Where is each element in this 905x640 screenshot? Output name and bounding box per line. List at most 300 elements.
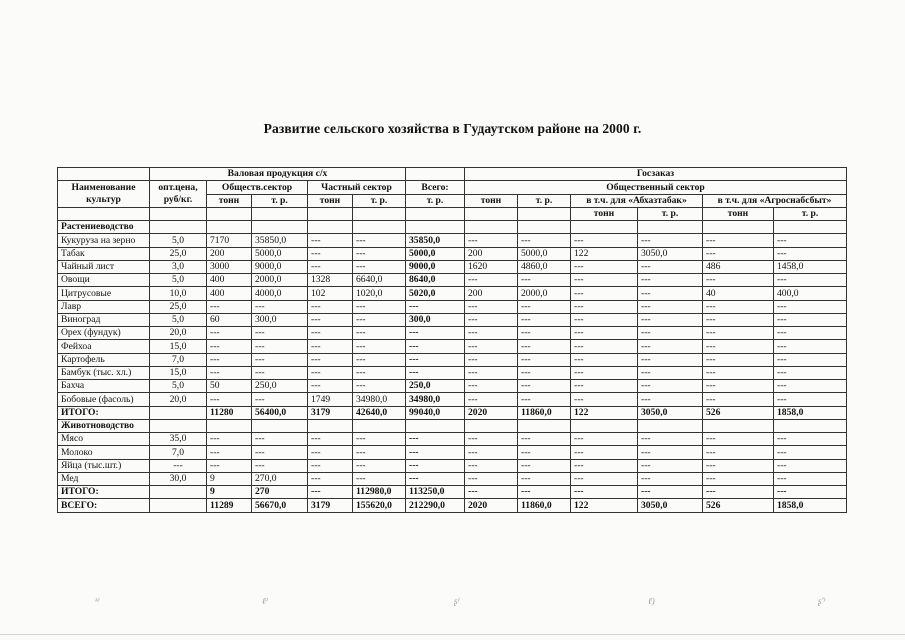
table-row bbox=[58, 393, 847, 406]
value-cell: 400 bbox=[207, 287, 252, 300]
value-cell: --- bbox=[571, 459, 638, 472]
value-cell: --- bbox=[465, 486, 518, 499]
value-cell: --- bbox=[308, 313, 353, 326]
value-cell: --- bbox=[465, 313, 518, 326]
header-tonn: тонн bbox=[207, 194, 252, 207]
table-row bbox=[58, 340, 847, 353]
value-cell: --- bbox=[703, 472, 774, 485]
value-cell: --- bbox=[571, 393, 638, 406]
value-cell: --- bbox=[638, 433, 703, 446]
value-cell: 5000,0 bbox=[252, 247, 308, 260]
value-cell: 1020,0 bbox=[353, 287, 406, 300]
section-label: Животноводство bbox=[58, 419, 150, 432]
value-cell: --- bbox=[207, 433, 252, 446]
header-tr: т. р. bbox=[774, 207, 847, 220]
value-cell: 11860,0 bbox=[518, 406, 571, 419]
crop-name: Яйца (тыс.шт.) bbox=[58, 459, 150, 472]
value-cell: --- bbox=[308, 459, 353, 472]
value-cell: --- bbox=[571, 433, 638, 446]
value-cell: --- bbox=[406, 366, 465, 379]
value-cell: 5,0 bbox=[150, 380, 207, 393]
header-tr: т. р. bbox=[406, 194, 465, 207]
section-row bbox=[58, 221, 847, 234]
value-cell: --- bbox=[252, 300, 308, 313]
value-cell: --- bbox=[252, 366, 308, 379]
value-cell: --- bbox=[571, 353, 638, 366]
value-cell: --- bbox=[518, 393, 571, 406]
value-cell: 40 bbox=[703, 287, 774, 300]
crop-name: Лавр bbox=[58, 300, 150, 313]
value-cell: 20,0 bbox=[150, 393, 207, 406]
empty-cell bbox=[571, 221, 638, 234]
value-cell: --- bbox=[518, 353, 571, 366]
value-cell: --- bbox=[703, 300, 774, 313]
value-cell: --- bbox=[308, 446, 353, 459]
value-cell: 20,0 bbox=[150, 327, 207, 340]
value-cell: --- bbox=[774, 459, 847, 472]
value-cell: 30,0 bbox=[150, 472, 207, 485]
value-cell: --- bbox=[207, 459, 252, 472]
value-cell: --- bbox=[252, 353, 308, 366]
page-mark: ℓ⁾ bbox=[262, 596, 268, 606]
header-obsh-sector: Общественный сектор bbox=[465, 181, 847, 194]
value-cell: --- bbox=[207, 366, 252, 379]
page-mark: ℓ) bbox=[648, 596, 655, 606]
value-cell: --- bbox=[207, 300, 252, 313]
value-cell: 250,0 bbox=[252, 380, 308, 393]
value-cell: 250,0 bbox=[406, 380, 465, 393]
value-cell: 34980,0 bbox=[406, 393, 465, 406]
value-cell: --- bbox=[308, 260, 353, 273]
value-cell: 2020 bbox=[465, 406, 518, 419]
value-cell: 50 bbox=[207, 380, 252, 393]
table-row bbox=[58, 234, 847, 247]
header-tr: т. р. bbox=[353, 194, 406, 207]
empty-cell bbox=[571, 419, 638, 432]
crop-name: ИТОГО: bbox=[58, 406, 150, 419]
value-cell: --- bbox=[638, 274, 703, 287]
value-cell: 5,0 bbox=[150, 234, 207, 247]
value-cell: --- bbox=[703, 446, 774, 459]
value-cell: --- bbox=[465, 274, 518, 287]
value-cell: 300,0 bbox=[252, 313, 308, 326]
total-row bbox=[58, 486, 847, 499]
value-cell: --- bbox=[638, 234, 703, 247]
value-cell: --- bbox=[308, 380, 353, 393]
empty-cell bbox=[465, 221, 518, 234]
value-cell: --- bbox=[571, 327, 638, 340]
value-cell: --- bbox=[308, 327, 353, 340]
table-row bbox=[58, 274, 847, 287]
empty-cell bbox=[252, 221, 308, 234]
value-cell: 4860,0 bbox=[518, 260, 571, 273]
value-cell: --- bbox=[353, 366, 406, 379]
table-row bbox=[58, 287, 847, 300]
header-row-4 bbox=[58, 207, 847, 220]
value-cell: 122 bbox=[571, 499, 638, 512]
value-cell: 3050,0 bbox=[638, 499, 703, 512]
value-cell: 35,0 bbox=[150, 433, 207, 446]
value-cell: --- bbox=[353, 247, 406, 260]
value-cell: --- bbox=[406, 340, 465, 353]
value-cell: --- bbox=[638, 353, 703, 366]
value-cell: 56400,0 bbox=[252, 406, 308, 419]
value-cell: --- bbox=[703, 366, 774, 379]
value-cell: --- bbox=[353, 327, 406, 340]
empty-cell bbox=[150, 221, 207, 234]
value-cell: 3179 bbox=[308, 406, 353, 419]
value-cell: 122 bbox=[571, 406, 638, 419]
value-cell: --- bbox=[207, 393, 252, 406]
value-cell: --- bbox=[518, 340, 571, 353]
value-cell: 270,0 bbox=[252, 472, 308, 485]
page-mark: ᵏ⁾ bbox=[95, 596, 100, 606]
total-row bbox=[58, 406, 847, 419]
header-abkhaz: в т.ч. для «Абхазтабак» bbox=[571, 194, 703, 207]
value-cell: --- bbox=[703, 313, 774, 326]
value-cell: --- bbox=[252, 459, 308, 472]
empty-cell bbox=[518, 221, 571, 234]
header-obsh: Обществ.сектор bbox=[207, 181, 308, 194]
value-cell: 25,0 bbox=[150, 300, 207, 313]
header-goszakaz: Госзаказ bbox=[465, 168, 847, 181]
value-cell: --- bbox=[207, 353, 252, 366]
value-cell: --- bbox=[465, 327, 518, 340]
value-cell: --- bbox=[638, 366, 703, 379]
table-row bbox=[58, 353, 847, 366]
crop-name: Мясо bbox=[58, 433, 150, 446]
value-cell: 200 bbox=[465, 287, 518, 300]
value-cell: 99040,0 bbox=[406, 406, 465, 419]
value-cell: --- bbox=[571, 366, 638, 379]
value-cell: --- bbox=[518, 366, 571, 379]
value-cell: --- bbox=[406, 446, 465, 459]
value-cell: 212290,0 bbox=[406, 499, 465, 512]
header-empty bbox=[353, 207, 406, 220]
value-cell: 7170 bbox=[207, 234, 252, 247]
value-cell: --- bbox=[571, 446, 638, 459]
value-cell: 270 bbox=[252, 486, 308, 499]
value-cell: 15,0 bbox=[150, 366, 207, 379]
table-row bbox=[58, 313, 847, 326]
header-tr: т. р. bbox=[518, 194, 571, 207]
empty-cell bbox=[308, 221, 353, 234]
value-cell: --- bbox=[207, 327, 252, 340]
value-cell: --- bbox=[571, 313, 638, 326]
value-cell: --- bbox=[465, 433, 518, 446]
header-vsego: Всего: bbox=[406, 181, 465, 194]
header-empty bbox=[252, 207, 308, 220]
value-cell: 1749 bbox=[308, 393, 353, 406]
empty-cell bbox=[406, 221, 465, 234]
value-cell: --- bbox=[774, 486, 847, 499]
empty-cell bbox=[207, 419, 252, 432]
header-tonn: тонн bbox=[308, 194, 353, 207]
crop-name: Бахча bbox=[58, 380, 150, 393]
value-cell: 5,0 bbox=[150, 313, 207, 326]
value-cell: --- bbox=[308, 247, 353, 260]
value-cell: 42640,0 bbox=[353, 406, 406, 419]
value-cell: --- bbox=[774, 340, 847, 353]
header-agro: в т.ч. для «Агроснабсбыт» bbox=[703, 194, 847, 207]
value-cell: --- bbox=[638, 313, 703, 326]
value-cell: --- bbox=[518, 446, 571, 459]
value-cell: --- bbox=[703, 234, 774, 247]
value-cell: --- bbox=[150, 459, 207, 472]
value-cell: --- bbox=[638, 472, 703, 485]
empty-cell bbox=[353, 419, 406, 432]
value-cell: --- bbox=[518, 433, 571, 446]
value-cell: --- bbox=[465, 340, 518, 353]
table-row bbox=[58, 300, 847, 313]
grand-total-row bbox=[58, 499, 847, 512]
value-cell: 300,0 bbox=[406, 313, 465, 326]
value-cell: 400,0 bbox=[774, 287, 847, 300]
value-cell: 34980,0 bbox=[353, 393, 406, 406]
value-cell: --- bbox=[465, 353, 518, 366]
value-cell: --- bbox=[406, 300, 465, 313]
value-cell: --- bbox=[406, 327, 465, 340]
value-cell: --- bbox=[207, 446, 252, 459]
value-cell: 112980,0 bbox=[353, 486, 406, 499]
value-cell: --- bbox=[252, 393, 308, 406]
value-cell: --- bbox=[308, 234, 353, 247]
value-cell: --- bbox=[465, 234, 518, 247]
value-cell: --- bbox=[207, 340, 252, 353]
crop-name: Мед bbox=[58, 472, 150, 485]
value-cell: --- bbox=[774, 380, 847, 393]
value-cell: --- bbox=[353, 446, 406, 459]
empty-cell bbox=[465, 419, 518, 432]
value-cell: --- bbox=[353, 313, 406, 326]
value-cell: --- bbox=[252, 446, 308, 459]
value-cell: --- bbox=[571, 300, 638, 313]
value-cell: --- bbox=[465, 380, 518, 393]
value-cell: 10,0 bbox=[150, 287, 207, 300]
value-cell: 2020 bbox=[465, 499, 518, 512]
value-cell: 400 bbox=[207, 274, 252, 287]
table-row bbox=[58, 380, 847, 393]
value-cell: 8640,0 bbox=[406, 274, 465, 287]
value-cell: 3050,0 bbox=[638, 247, 703, 260]
header-chast: Частный сектор bbox=[308, 181, 406, 194]
value-cell: --- bbox=[774, 274, 847, 287]
value-cell: --- bbox=[353, 353, 406, 366]
crop-name: Чайный лист bbox=[58, 260, 150, 273]
value-cell: 2000,0 bbox=[252, 274, 308, 287]
header-price: опт.цена, руб/кг. bbox=[150, 181, 207, 208]
empty-cell bbox=[518, 419, 571, 432]
document-title: Развитие сельского хозяйства в Гудаутском районе на 2000 г. bbox=[263, 121, 642, 136]
value-cell: --- bbox=[774, 300, 847, 313]
value-cell: --- bbox=[571, 234, 638, 247]
value-cell: --- bbox=[703, 459, 774, 472]
value-cell: 5020,0 bbox=[406, 287, 465, 300]
empty-cell bbox=[353, 221, 406, 234]
value-cell: --- bbox=[703, 340, 774, 353]
value-cell: --- bbox=[252, 340, 308, 353]
value-cell: --- bbox=[774, 393, 847, 406]
value-cell: --- bbox=[638, 260, 703, 273]
value-cell: --- bbox=[638, 486, 703, 499]
crop-name: Фейхоа bbox=[58, 340, 150, 353]
value-cell: --- bbox=[353, 340, 406, 353]
crop-name: Виноград bbox=[58, 313, 150, 326]
value-cell: --- bbox=[308, 300, 353, 313]
empty-cell bbox=[150, 419, 207, 432]
value-cell: 35850,0 bbox=[406, 234, 465, 247]
value-cell: 9 bbox=[207, 486, 252, 499]
empty-cell bbox=[252, 419, 308, 432]
value-cell: --- bbox=[353, 300, 406, 313]
value-cell: --- bbox=[518, 486, 571, 499]
value-cell: --- bbox=[353, 260, 406, 273]
value-cell: 25,0 bbox=[150, 247, 207, 260]
value-cell: --- bbox=[353, 459, 406, 472]
value-cell: 200 bbox=[465, 247, 518, 260]
value-cell: --- bbox=[353, 234, 406, 247]
value-cell: 5000,0 bbox=[518, 247, 571, 260]
empty-cell bbox=[406, 419, 465, 432]
empty-cell bbox=[703, 419, 774, 432]
header-empty bbox=[58, 207, 150, 220]
table-row bbox=[58, 472, 847, 485]
header-tr: т. р. bbox=[638, 207, 703, 220]
value-cell: --- bbox=[252, 327, 308, 340]
value-cell: --- bbox=[252, 433, 308, 446]
value-cell: 7,0 bbox=[150, 353, 207, 366]
value-cell: --- bbox=[308, 353, 353, 366]
value-cell: 3,0 bbox=[150, 260, 207, 273]
table-row bbox=[58, 366, 847, 379]
value-cell: --- bbox=[518, 327, 571, 340]
value-cell: --- bbox=[638, 287, 703, 300]
value-cell: 9 bbox=[207, 472, 252, 485]
value-cell bbox=[150, 486, 207, 499]
value-cell: --- bbox=[406, 459, 465, 472]
header-tonn: тонн bbox=[703, 207, 774, 220]
value-cell: 102 bbox=[308, 287, 353, 300]
value-cell: --- bbox=[774, 433, 847, 446]
value-cell: --- bbox=[571, 274, 638, 287]
value-cell: 5,0 bbox=[150, 274, 207, 287]
crop-name: Орех (фундук) bbox=[58, 327, 150, 340]
value-cell: --- bbox=[465, 300, 518, 313]
value-cell: 11860,0 bbox=[518, 499, 571, 512]
value-cell: --- bbox=[518, 313, 571, 326]
value-cell: --- bbox=[465, 459, 518, 472]
header-empty bbox=[308, 207, 353, 220]
table-row bbox=[58, 247, 847, 260]
value-cell: --- bbox=[638, 300, 703, 313]
value-cell: --- bbox=[703, 327, 774, 340]
value-cell: --- bbox=[774, 313, 847, 326]
value-cell: --- bbox=[353, 472, 406, 485]
value-cell: 60 bbox=[207, 313, 252, 326]
value-cell bbox=[150, 406, 207, 419]
empty-cell bbox=[703, 221, 774, 234]
header-tr: т. р. bbox=[252, 194, 308, 207]
value-cell: 200 bbox=[207, 247, 252, 260]
value-cell: --- bbox=[353, 380, 406, 393]
header-row-2 bbox=[58, 181, 847, 194]
value-cell: 526 bbox=[703, 499, 774, 512]
value-cell: --- bbox=[518, 234, 571, 247]
value-cell: 7,0 bbox=[150, 446, 207, 459]
value-cell: 1328 bbox=[308, 274, 353, 287]
empty-cell bbox=[774, 221, 847, 234]
value-cell: --- bbox=[703, 433, 774, 446]
value-cell: 526 bbox=[703, 406, 774, 419]
value-cell: --- bbox=[518, 274, 571, 287]
value-cell: --- bbox=[308, 366, 353, 379]
value-cell: --- bbox=[308, 472, 353, 485]
header-empty bbox=[58, 168, 150, 181]
value-cell: --- bbox=[703, 380, 774, 393]
value-cell: --- bbox=[518, 459, 571, 472]
value-cell: 1858,0 bbox=[774, 406, 847, 419]
value-cell: --- bbox=[703, 353, 774, 366]
empty-cell bbox=[638, 221, 703, 234]
value-cell: --- bbox=[518, 300, 571, 313]
table-row bbox=[58, 433, 847, 446]
value-cell: --- bbox=[571, 380, 638, 393]
value-cell: 3050,0 bbox=[638, 406, 703, 419]
value-cell: --- bbox=[406, 353, 465, 366]
value-cell: 56670,0 bbox=[252, 499, 308, 512]
value-cell: 122 bbox=[571, 247, 638, 260]
table-row bbox=[58, 459, 847, 472]
section-label: Растениеводство bbox=[58, 221, 150, 234]
header-empty bbox=[406, 168, 465, 181]
value-cell: --- bbox=[638, 459, 703, 472]
value-cell: 3000 bbox=[207, 260, 252, 273]
value-cell: 9000,0 bbox=[406, 260, 465, 273]
value-cell: --- bbox=[465, 472, 518, 485]
header-name: Наименование культур bbox=[58, 181, 150, 208]
value-cell: --- bbox=[465, 366, 518, 379]
header-row-1 bbox=[58, 168, 847, 181]
value-cell: --- bbox=[774, 247, 847, 260]
value-cell: --- bbox=[774, 366, 847, 379]
value-cell: --- bbox=[465, 446, 518, 459]
value-cell: --- bbox=[571, 340, 638, 353]
value-cell: --- bbox=[406, 433, 465, 446]
crop-name: ИТОГО: bbox=[58, 486, 150, 499]
value-cell: 486 bbox=[703, 260, 774, 273]
table-row bbox=[58, 446, 847, 459]
value-cell: 11289 bbox=[207, 499, 252, 512]
header-empty bbox=[465, 207, 518, 220]
value-cell: 6640,0 bbox=[353, 274, 406, 287]
value-cell: 9000,0 bbox=[252, 260, 308, 273]
table-row bbox=[58, 260, 847, 273]
empty-cell bbox=[308, 419, 353, 432]
crop-name: Бамбук (тыс. хл.) bbox=[58, 366, 150, 379]
value-cell: --- bbox=[638, 380, 703, 393]
value-cell: 1620 bbox=[465, 260, 518, 273]
crop-name: ВСЕГО: bbox=[58, 499, 150, 512]
value-cell: --- bbox=[703, 486, 774, 499]
section-row bbox=[58, 419, 847, 432]
value-cell: --- bbox=[308, 340, 353, 353]
value-cell: 3179 bbox=[308, 499, 353, 512]
value-cell: --- bbox=[638, 393, 703, 406]
header-empty bbox=[150, 207, 207, 220]
value-cell: --- bbox=[353, 433, 406, 446]
crop-name: Картофель bbox=[58, 353, 150, 366]
value-cell: --- bbox=[571, 287, 638, 300]
